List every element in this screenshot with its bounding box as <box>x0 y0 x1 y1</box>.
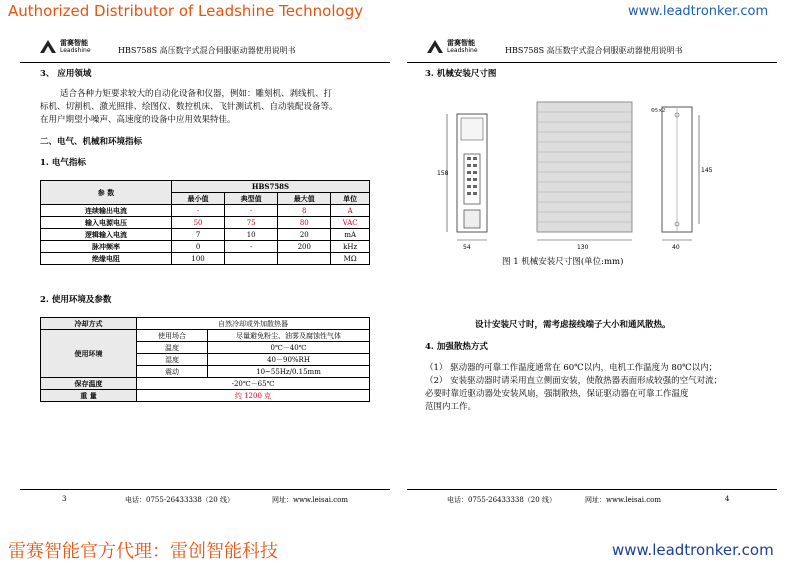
cooling-item-2-end: 范围内工作。 <box>425 402 477 412</box>
table-row <box>41 217 370 229</box>
application-line-2: 标机、切割机、激光照排、绘图仪、数控机床、飞针测试机、自动装配设备等。 <box>40 102 338 112</box>
env-value: 10~55Hz/0.15mm <box>208 366 370 378</box>
page-number: 3 <box>62 495 67 503</box>
footer-web: 网址：www.leisai.com <box>585 496 661 504</box>
row-name: 绝缘电阻 <box>41 253 172 265</box>
application-line-3: 在用户期望小噪声、高速度的设备中应用效果特佳。 <box>40 115 236 125</box>
subsection-electrical: 1. 电气指标 <box>40 158 86 168</box>
param-header: 参 数 <box>41 181 172 205</box>
cell: mA <box>331 229 370 241</box>
cell: 200 <box>278 241 331 253</box>
terminal-block <box>464 154 480 204</box>
weight-value: 约 1200 克 <box>137 390 370 402</box>
env-value: 40－90%RH <box>208 354 370 366</box>
cell: - <box>172 205 225 217</box>
cooling-item-1: （1） 驱动器的可靠工作温度通常在 60℃以内，电机工作温度为 80℃以内； <box>425 363 718 373</box>
cell: 80 <box>278 217 331 229</box>
cell: kHz <box>331 241 370 253</box>
leadshine-logo-icon <box>38 37 58 57</box>
cooling-item-2-cont: 必要时靠近驱动器处安装风扇，强制散热，保证驱动器在可靠工作温度 <box>425 389 689 399</box>
env-key: 湿度 <box>137 354 208 366</box>
electrical-table <box>40 180 370 265</box>
right-page <box>407 34 777 512</box>
cell <box>278 253 331 265</box>
power-terminal <box>464 210 480 228</box>
leadshine-logo <box>425 37 478 57</box>
header-title: HBS758S 高压数字式混合伺服驱动器使用说明书 <box>118 46 296 55</box>
model-header: HBS758S <box>172 181 370 193</box>
cell: - <box>225 205 278 217</box>
cell: VAC <box>331 217 370 229</box>
install-note: 设计安装尺寸时，需考虑接线端子大小和通风散热。 <box>475 320 671 330</box>
cell: 0 <box>172 241 225 253</box>
env-key: 使用场合 <box>137 330 208 342</box>
storage-label: 保存温度 <box>41 378 137 390</box>
logo-cn: 雷赛智能 <box>447 39 475 47</box>
row-name: 输入电源电压 <box>41 217 172 229</box>
dim-front-width: 54 <box>463 244 471 251</box>
env-value: 尽量避免粉尘、油雾及腐蚀性气体 <box>208 330 370 342</box>
cell: 7 <box>172 229 225 241</box>
cell: 20 <box>278 229 331 241</box>
application-line-1: 适合各种力矩要求较大的自动化设备和仪器，例如：雕刻机、剥线机、打 <box>60 89 333 99</box>
section-title-specs: 二、电气、机械和环境指标 <box>40 137 143 147</box>
row-name: 连续输出电流 <box>41 205 172 217</box>
right-page-header <box>407 34 777 63</box>
weight-label: 重 量 <box>41 390 137 402</box>
env-value: 0℃－40℃ <box>208 342 370 354</box>
front-label-area <box>461 118 483 140</box>
table-row <box>41 205 370 217</box>
cell: 75 <box>225 217 278 229</box>
col-min: 最小值 <box>172 193 225 205</box>
storage-value: -20℃－65℃ <box>137 378 370 390</box>
cooling-item-2: （2） 安装驱动器时请采用直立侧面安装，使散热器表面形成较强的空气对流； <box>425 376 723 386</box>
right-footer <box>407 489 777 510</box>
env-label: 使用环境 <box>41 330 137 378</box>
section-title-application: 3、 应用领域 <box>40 69 92 79</box>
col-typ: 典型值 <box>225 193 278 205</box>
cell: 50 <box>172 217 225 229</box>
dim-front-height: 158 <box>437 170 449 177</box>
side-view-heatsink <box>537 102 632 232</box>
cooling-label: 冷却方式 <box>41 318 137 330</box>
dim-hole: Φ5×2 <box>651 108 666 114</box>
leadshine-logo-icon <box>425 37 445 57</box>
row-name: 脉冲频率 <box>41 241 172 253</box>
banner-bottom-right[interactable]: www.leadtronker.com <box>612 541 774 559</box>
leadshine-logo <box>38 37 91 57</box>
dim-side-width: 40 <box>672 244 680 251</box>
cell: 8 <box>278 205 331 217</box>
subsection-environment: 2. 使用环境及参数 <box>40 295 112 305</box>
logo-cn: 雷赛智能 <box>60 39 88 47</box>
cell <box>225 253 278 265</box>
footer-phone: 电话：0755-26433338（20 线） <box>125 496 234 504</box>
row-name: 逻辑输入电流 <box>41 229 172 241</box>
dim-depth: 130 <box>577 244 589 251</box>
left-page-header <box>20 34 390 63</box>
cell: 100 <box>172 253 225 265</box>
left-footer <box>20 489 390 510</box>
header-title: HBS758S 高压数字式混合伺服驱动器使用说明书 <box>505 46 683 55</box>
footer-web: 网址：www.leisai.com <box>272 496 348 504</box>
cell: 10 <box>225 229 278 241</box>
page-number: 4 <box>725 495 730 503</box>
mechanical-drawing <box>437 82 737 257</box>
left-page <box>20 34 390 512</box>
table-row <box>41 253 370 265</box>
cell: MΩ <box>331 253 370 265</box>
env-key: 温度 <box>137 342 208 354</box>
col-max: 最大值 <box>278 193 331 205</box>
section-title-mechanical: 3. 机械安装尺寸图 <box>425 69 497 79</box>
banner-top-left: Authorized Distributor of Leadshine Technology <box>8 2 364 20</box>
dim-side-height: 145 <box>701 167 713 174</box>
footer-phone: 电话：0755-26433338（20 线） <box>447 496 556 504</box>
table-row <box>41 229 370 241</box>
env-key: 震动 <box>137 366 208 378</box>
cell: - <box>225 241 278 253</box>
logo-en: Leadshine <box>60 47 91 54</box>
cooling-value: 自然冷却或外加散热器 <box>137 318 370 330</box>
table-row <box>41 241 370 253</box>
col-unit: 单位 <box>331 193 370 205</box>
logo-en: Leadshine <box>447 47 478 54</box>
cell: A <box>331 205 370 217</box>
section-title-cooling: 4. 加强散热方式 <box>425 342 488 352</box>
banner-top-right[interactable]: www.leadtronker.com <box>628 4 769 19</box>
environment-table <box>40 317 370 402</box>
banner-bottom-left: 雷赛智能官方代理：雷创智能科技 <box>8 541 278 562</box>
figure-caption: 图 1 机械安装尺寸图(单位:mm) <box>502 257 624 267</box>
